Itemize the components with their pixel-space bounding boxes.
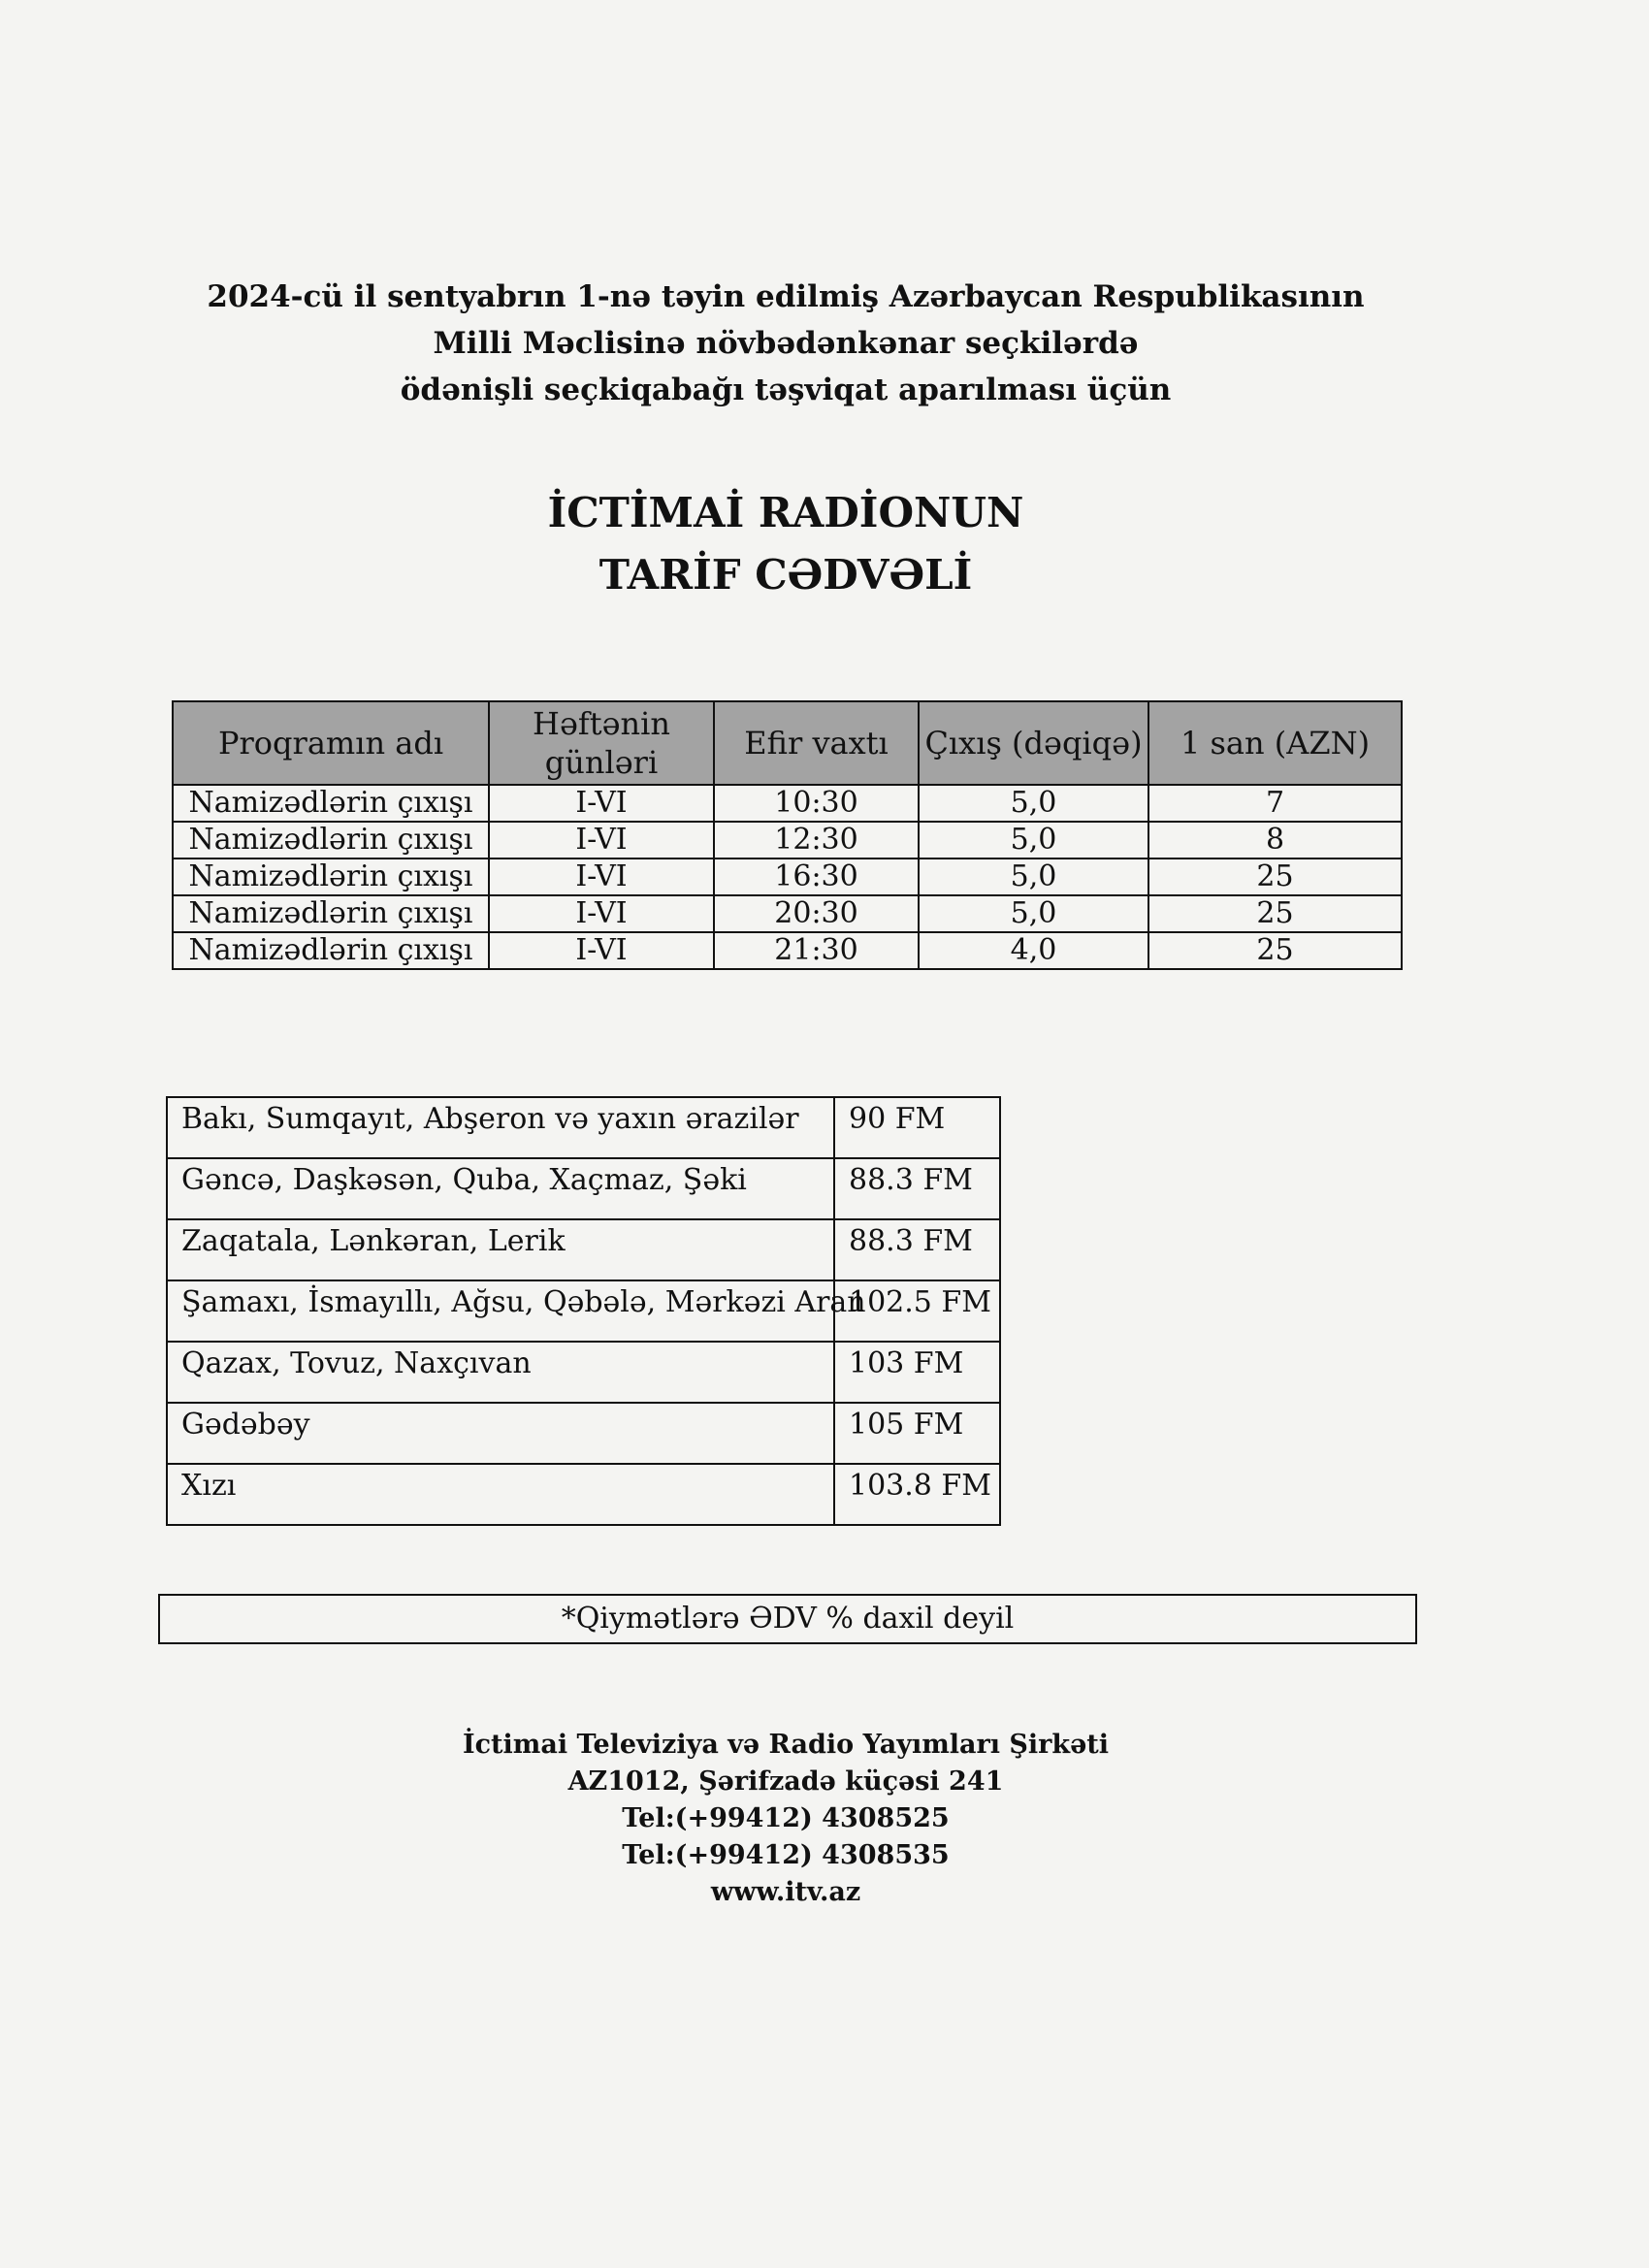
table-row (173, 785, 1402, 822)
cell-time: 20:30 (714, 895, 919, 932)
cell-frequency: 105 FM (834, 1403, 1000, 1464)
header-duration: Çıxış (dəqiqə) (919, 701, 1148, 785)
cell-time: 12:30 (714, 822, 919, 859)
table-row (167, 1342, 1000, 1403)
cell-program: Namizədlərin çıxışı (173, 895, 489, 932)
phone-2: Tel:(+99412) 4308535 (622, 1840, 950, 1870)
table-row (167, 1403, 1000, 1464)
title-line-1: İCTİMAİ RADİONUN (547, 489, 1024, 536)
footer-contact (0, 1727, 1571, 1911)
frequency-table (166, 1096, 1001, 1526)
table-row (173, 822, 1402, 859)
header-program-name: Proqramın adı (173, 701, 489, 785)
table-row (167, 1219, 1000, 1280)
cell-program: Namizədlərin çıxışı (173, 822, 489, 859)
table-row (173, 859, 1402, 895)
cell-days: I-VI (489, 859, 714, 895)
company-name: İctimai Televiziya və Radio Yayımları Şirkəti (462, 1730, 1110, 1760)
cell-duration: 5,0 (919, 822, 1148, 859)
cell-region: Gədəbəy (167, 1403, 834, 1464)
cell-price: 7 (1148, 785, 1402, 822)
cell-days: I-VI (489, 895, 714, 932)
cell-frequency: 88.3 FM (834, 1219, 1000, 1280)
website: www.itv.az (710, 1877, 861, 1907)
title-line-2: TARİF CƏDVƏLİ (598, 551, 973, 599)
intro-line-1: 2024-cü il sentyabrın 1-nə təyin edilmiş Azərbaycan Respublikasının (207, 279, 1365, 314)
cell-time: 10:30 (714, 785, 919, 822)
cell-time: 21:30 (714, 932, 919, 969)
intro-heading (0, 274, 1571, 413)
cell-duration: 5,0 (919, 895, 1148, 932)
table-row (167, 1464, 1000, 1525)
table-row (173, 895, 1402, 932)
cell-price: 25 (1148, 895, 1402, 932)
cell-region: Xızı (167, 1464, 834, 1525)
cell-program: Namizədlərin çıxışı (173, 859, 489, 895)
cell-price: 8 (1148, 822, 1402, 859)
cell-frequency: 90 FM (834, 1097, 1000, 1158)
cell-time: 16:30 (714, 859, 919, 895)
cell-price: 25 (1148, 932, 1402, 969)
cell-duration: 5,0 (919, 785, 1148, 822)
cell-frequency: 88.3 FM (834, 1158, 1000, 1219)
cell-region: Şamaxı, İsmayıllı, Ağsu, Qəbələ, Mərkəzi Aran (167, 1280, 834, 1342)
tariff-table (172, 700, 1403, 970)
intro-line-3: ödənişli seçkiqabağı təşviqat aparılması üçün (400, 373, 1172, 407)
table-row (167, 1280, 1000, 1342)
intro-line-2: Milli Məclisinə növbədənkənar seçkilərdə (433, 326, 1139, 361)
cell-frequency: 103 FM (834, 1342, 1000, 1403)
tariff-header-row (173, 701, 1402, 785)
document-title (0, 482, 1571, 606)
cell-program: Namizədlərin çıxışı (173, 785, 489, 822)
cell-days: I-VI (489, 785, 714, 822)
header-price: 1 san (AZN) (1148, 701, 1402, 785)
phone-1: Tel:(+99412) 4308525 (622, 1803, 950, 1833)
table-row (173, 932, 1402, 969)
cell-duration: 4,0 (919, 932, 1148, 969)
cell-region: Qazax, Tovuz, Naxçıvan (167, 1342, 834, 1403)
cell-price: 25 (1148, 859, 1402, 895)
cell-days: I-VI (489, 932, 714, 969)
table-row (167, 1158, 1000, 1219)
cell-days: I-VI (489, 822, 714, 859)
vat-note: *Qiymətlərə ƏDV % daxil deyil (158, 1594, 1417, 1644)
cell-frequency: 102.5 FM (834, 1280, 1000, 1342)
cell-region: Bakı, Sumqayıt, Abşeron və yaxın ərazilər (167, 1097, 834, 1158)
table-row (167, 1097, 1000, 1158)
company-address: AZ1012, Şərifzadə küçəsi 241 (567, 1766, 1004, 1797)
cell-program: Namizədlərin çıxışı (173, 932, 489, 969)
cell-region: Zaqatala, Lənkəran, Lerik (167, 1219, 834, 1280)
cell-duration: 5,0 (919, 859, 1148, 895)
cell-region: Gəncə, Daşkəsən, Quba, Xaçmaz, Şəki (167, 1158, 834, 1219)
cell-frequency: 103.8 FM (834, 1464, 1000, 1525)
header-air-time: Efir vaxtı (714, 701, 919, 785)
header-weekdays: Həftənin günləri (489, 701, 714, 785)
